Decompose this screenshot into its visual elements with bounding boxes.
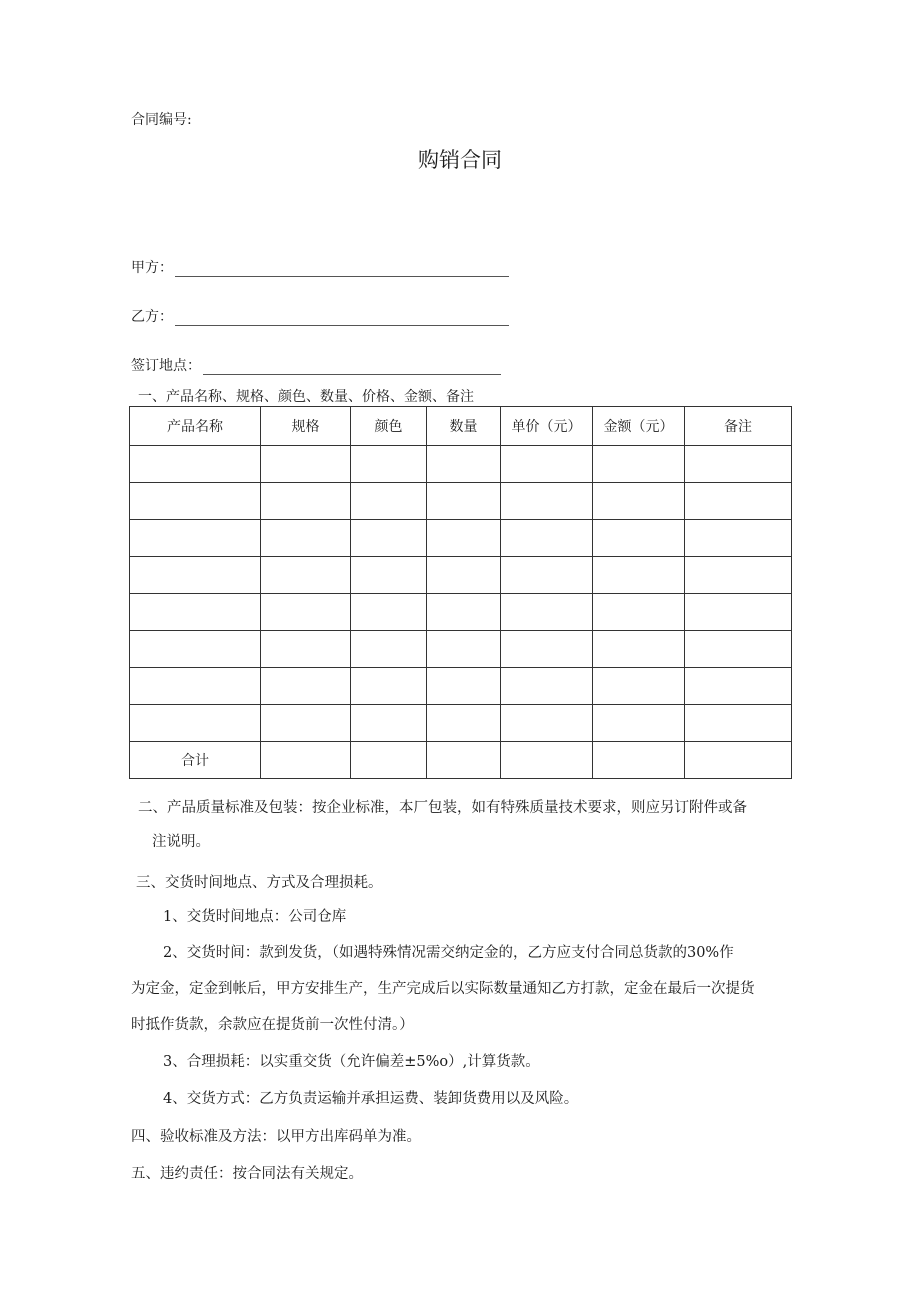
section4-text: 四、验收标准及方法：以甲方出库码单为准。: [131, 1129, 421, 1145]
page-title: 购销合同: [418, 148, 502, 172]
table-cell[interactable]: [685, 631, 792, 668]
table-cell[interactable]: [593, 446, 685, 483]
table-cell[interactable]: [261, 631, 351, 668]
party-a-label: 甲方：: [131, 260, 173, 276]
table-cell[interactable]: [685, 520, 792, 557]
table-cell[interactable]: [351, 631, 427, 668]
section3-item1: 1、交货时间地点：公司仓库: [163, 909, 347, 925]
table-cell[interactable]: [351, 446, 427, 483]
table-row: [130, 594, 792, 631]
table-cell[interactable]: [351, 557, 427, 594]
table-cell[interactable]: [261, 742, 351, 779]
table-cell[interactable]: [501, 483, 593, 520]
section5-text: 五、违约责任：按合同法有关规定。: [131, 1166, 363, 1182]
table-cell[interactable]: [261, 668, 351, 705]
product-table: [129, 406, 792, 779]
table-cell[interactable]: [130, 631, 261, 668]
sign-place-label: 签订地点：: [131, 358, 201, 374]
table-header-row: [130, 407, 792, 446]
table-cell[interactable]: [593, 520, 685, 557]
table-cell[interactable]: [351, 742, 427, 779]
table-cell[interactable]: [427, 520, 501, 557]
table-cell[interactable]: [130, 483, 261, 520]
table-cell[interactable]: [501, 631, 593, 668]
sign-place-field: [131, 355, 501, 375]
table-cell[interactable]: [501, 557, 593, 594]
table-cell[interactable]: [593, 483, 685, 520]
table-cell[interactable]: [593, 631, 685, 668]
table-cell[interactable]: [130, 594, 261, 631]
column-header: 产品名称: [130, 407, 261, 446]
section3-heading: 三、交货时间地点、方式及合理损耗。: [136, 875, 383, 891]
table-row: [130, 557, 792, 594]
table-cell[interactable]: [427, 446, 501, 483]
table-cell[interactable]: [130, 520, 261, 557]
table-cell[interactable]: [593, 557, 685, 594]
section3-item2-line1: 2、交货时间：款到发货，（如遇特殊情况需交纳定金的，乙方应支付合同总货款的30%作: [163, 945, 734, 961]
section3-item2-line2: 为定金，定金到帐后，甲方安排生产，生产完成后以实际数量通知乙方打款，定金在最后一次提货: [131, 981, 755, 997]
table-cell[interactable]: [351, 705, 427, 742]
table-cell[interactable]: [501, 594, 593, 631]
section1-heading: 一、产品名称、规格、颜色、数量、价格、金额、备注: [138, 389, 474, 405]
table-cell[interactable]: [130, 446, 261, 483]
table-cell[interactable]: [261, 557, 351, 594]
table-row: [130, 520, 792, 557]
party-b-blank-line[interactable]: [175, 311, 509, 326]
sign-place-blank-line[interactable]: [203, 360, 501, 375]
column-header: 备注: [685, 407, 792, 446]
table-cell[interactable]: [685, 594, 792, 631]
table-cell[interactable]: [130, 557, 261, 594]
section3-item3: 3、合理损耗：以实重交货（允许偏差±5%o）,计算货款。: [163, 1054, 540, 1070]
table-cell[interactable]: [427, 742, 501, 779]
table-row: [130, 631, 792, 668]
table-cell[interactable]: [685, 446, 792, 483]
party-b-field: [131, 306, 509, 326]
table-cell[interactable]: [501, 668, 593, 705]
table-cell[interactable]: [501, 705, 593, 742]
total-label: 合计: [130, 742, 261, 779]
party-b-label: 乙方：: [131, 309, 173, 325]
table-cell[interactable]: [427, 594, 501, 631]
table-cell[interactable]: [427, 631, 501, 668]
table-cell[interactable]: [501, 446, 593, 483]
column-header: 数量: [427, 407, 501, 446]
table-cell[interactable]: [261, 594, 351, 631]
total-row: [130, 742, 792, 779]
party-a-field: [131, 257, 509, 277]
section2-line1: 二、产品质量标准及包装：按企业标准，本厂包装，如有特殊质量技术要求，则应另订附件或备: [138, 800, 747, 816]
column-header: 单价（元）: [501, 407, 593, 446]
table-cell[interactable]: [685, 668, 792, 705]
table-cell[interactable]: [427, 705, 501, 742]
table-row: [130, 446, 792, 483]
table-cell[interactable]: [685, 483, 792, 520]
table-row: [130, 483, 792, 520]
column-header: 金额（元）: [593, 407, 685, 446]
section3-item4: 4、交货方式：乙方负责运输并承担运费、装卸货费用以及风险。: [163, 1091, 579, 1107]
table-cell[interactable]: [427, 483, 501, 520]
party-a-blank-line[interactable]: [175, 262, 509, 277]
table-row: [130, 668, 792, 705]
table-cell[interactable]: [130, 668, 261, 705]
table-cell[interactable]: [685, 705, 792, 742]
table-cell[interactable]: [351, 520, 427, 557]
table-cell[interactable]: [593, 705, 685, 742]
table-cell[interactable]: [593, 594, 685, 631]
table-cell[interactable]: [261, 520, 351, 557]
contract-number-label: 合同编号:: [131, 112, 192, 128]
table-cell[interactable]: [261, 483, 351, 520]
table-cell[interactable]: [593, 668, 685, 705]
table-cell[interactable]: [593, 742, 685, 779]
table-cell[interactable]: [351, 668, 427, 705]
table-cell[interactable]: [685, 742, 792, 779]
table-cell[interactable]: [261, 705, 351, 742]
column-header: 颜色: [351, 407, 427, 446]
table-cell[interactable]: [685, 557, 792, 594]
section2-line2: 注说明。: [152, 834, 210, 850]
table-cell[interactable]: [351, 594, 427, 631]
section3-item2-line3: 时抵作货款，余款应在提货前一次性付清。）: [131, 1017, 414, 1033]
table-cell[interactable]: [501, 742, 593, 779]
table-row: [130, 705, 792, 742]
table-cell[interactable]: [501, 520, 593, 557]
table-cell[interactable]: [351, 483, 427, 520]
table-cell[interactable]: [261, 446, 351, 483]
table-cell[interactable]: [130, 705, 261, 742]
table-cell[interactable]: [427, 668, 501, 705]
table-cell[interactable]: [427, 557, 501, 594]
column-header: 规格: [261, 407, 351, 446]
